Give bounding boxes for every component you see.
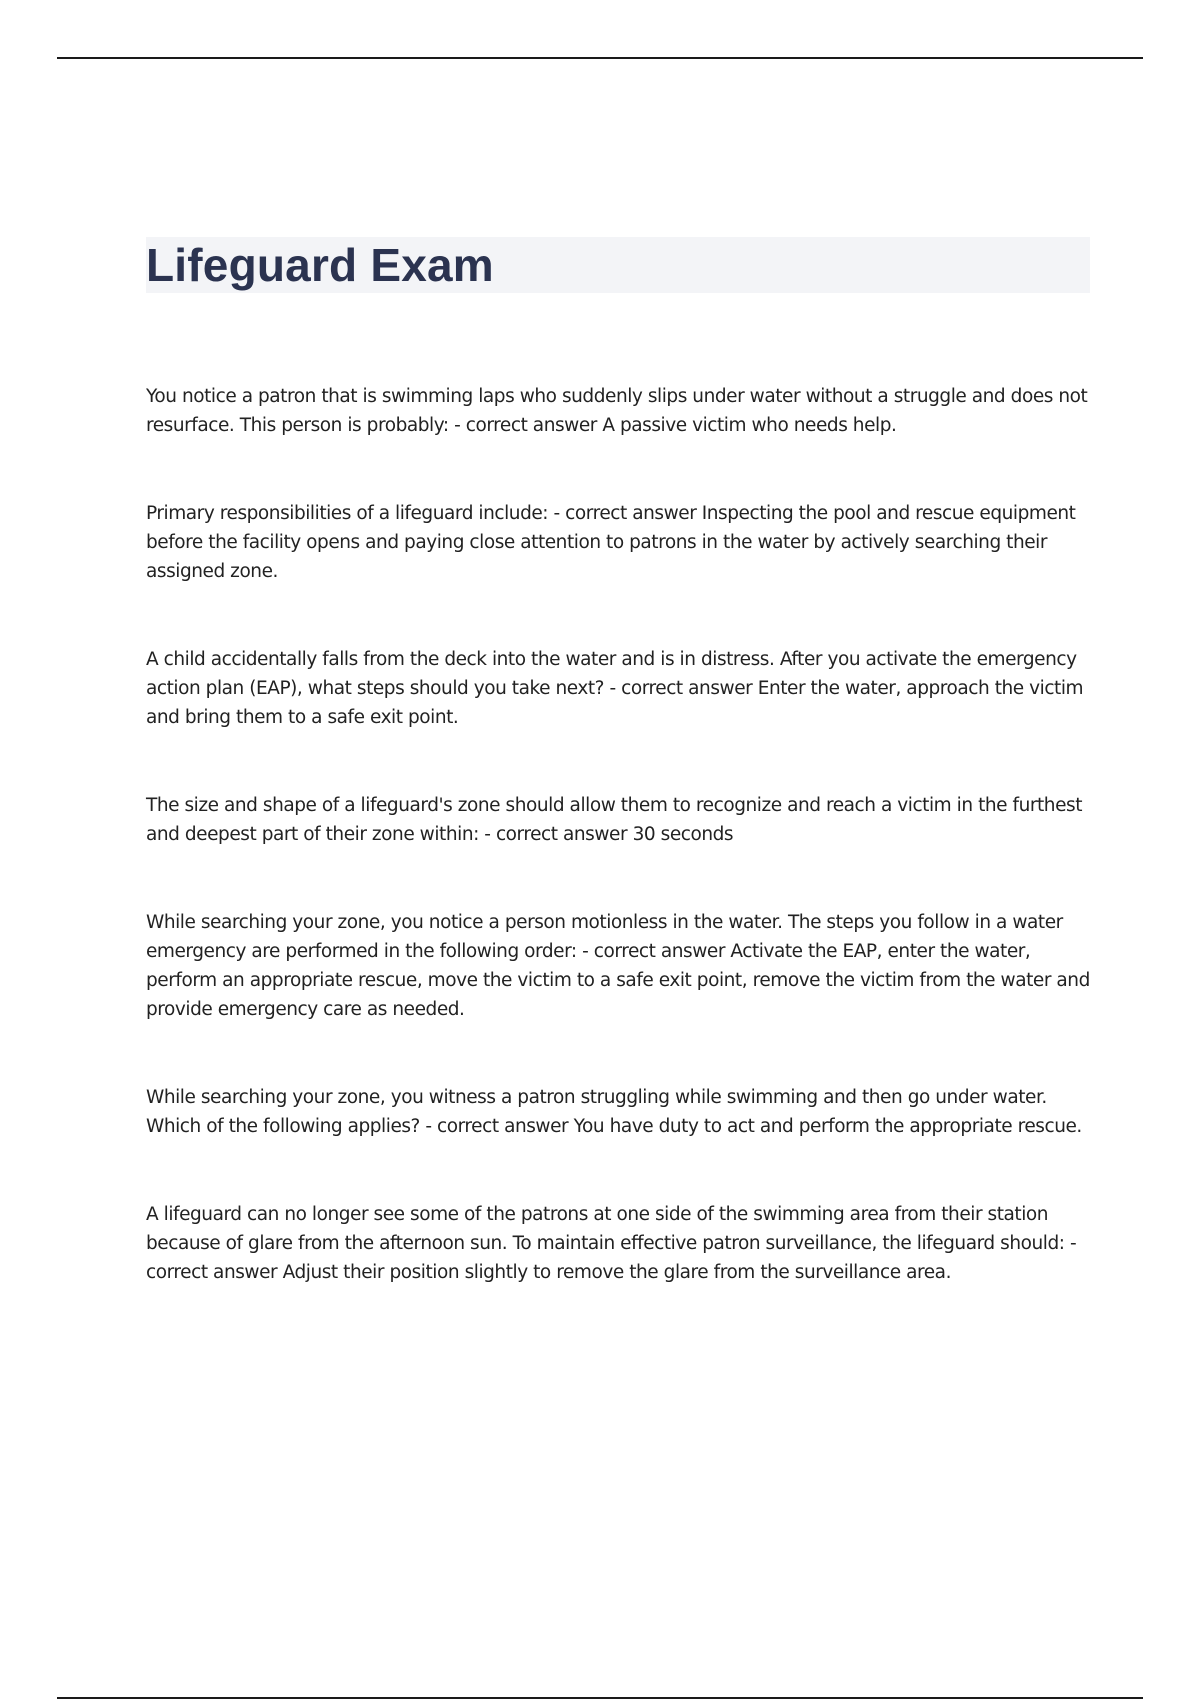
question-answer-item: While searching your zone, you witness a patron struggling while swimming and then go under water. Which of the following applies? - correct answer You have duty to act and perform the appropriate rescue. [146, 1087, 1082, 1137]
question-answer-item: You notice a patron that is swimming laps who suddenly slips under water without a struggle and does not resurface. This person is probably: - correct answer A passive victim who needs help. [146, 386, 1088, 436]
question-answer-item: While searching your zone, you notice a person motionless in the water. The steps you follow in a water emergency are performed in the following order: - correct answer Activate the EAP, enter the water, perform an appropriate rescue, move the victim to a safe exit point, remove the victim from the water and provide emergency care as needed. [146, 912, 1090, 1020]
question-answer-item: Primary responsibilities of a lifeguard include: - correct answer Inspecting the pool and rescue equipment before the facility opens and paying close attention to patrons in the water by actively searching their assigned zone. [146, 503, 1076, 582]
question-answer-item: A child accidentally falls from the deck into the water and is in distress. After you activate the emergency action plan (EAP), what steps should you take next? - correct answer Enter the water, approach the victim and bring them to a safe exit point. [146, 649, 1084, 728]
question-list [146, 382, 1091, 1346]
page-title: Lifeguard Exam [146, 239, 494, 291]
question-answer-item: The size and shape of a lifeguard's zone should allow them to recognize and reach a victim in the furthest and deepest part of their zone within: - correct answer 30 seconds [146, 795, 1083, 845]
header-rule [57, 57, 1143, 59]
question-answer-item: A lifeguard can no longer see some of the patrons at one side of the swimming area from their station because of glare from the afternoon sun. To maintain effective patron surveillance, the lifeguard should: - correct answer Adjust their position slightly to remove the glare from the surveillance area. [146, 1204, 1077, 1283]
footer-rule [57, 1697, 1143, 1699]
